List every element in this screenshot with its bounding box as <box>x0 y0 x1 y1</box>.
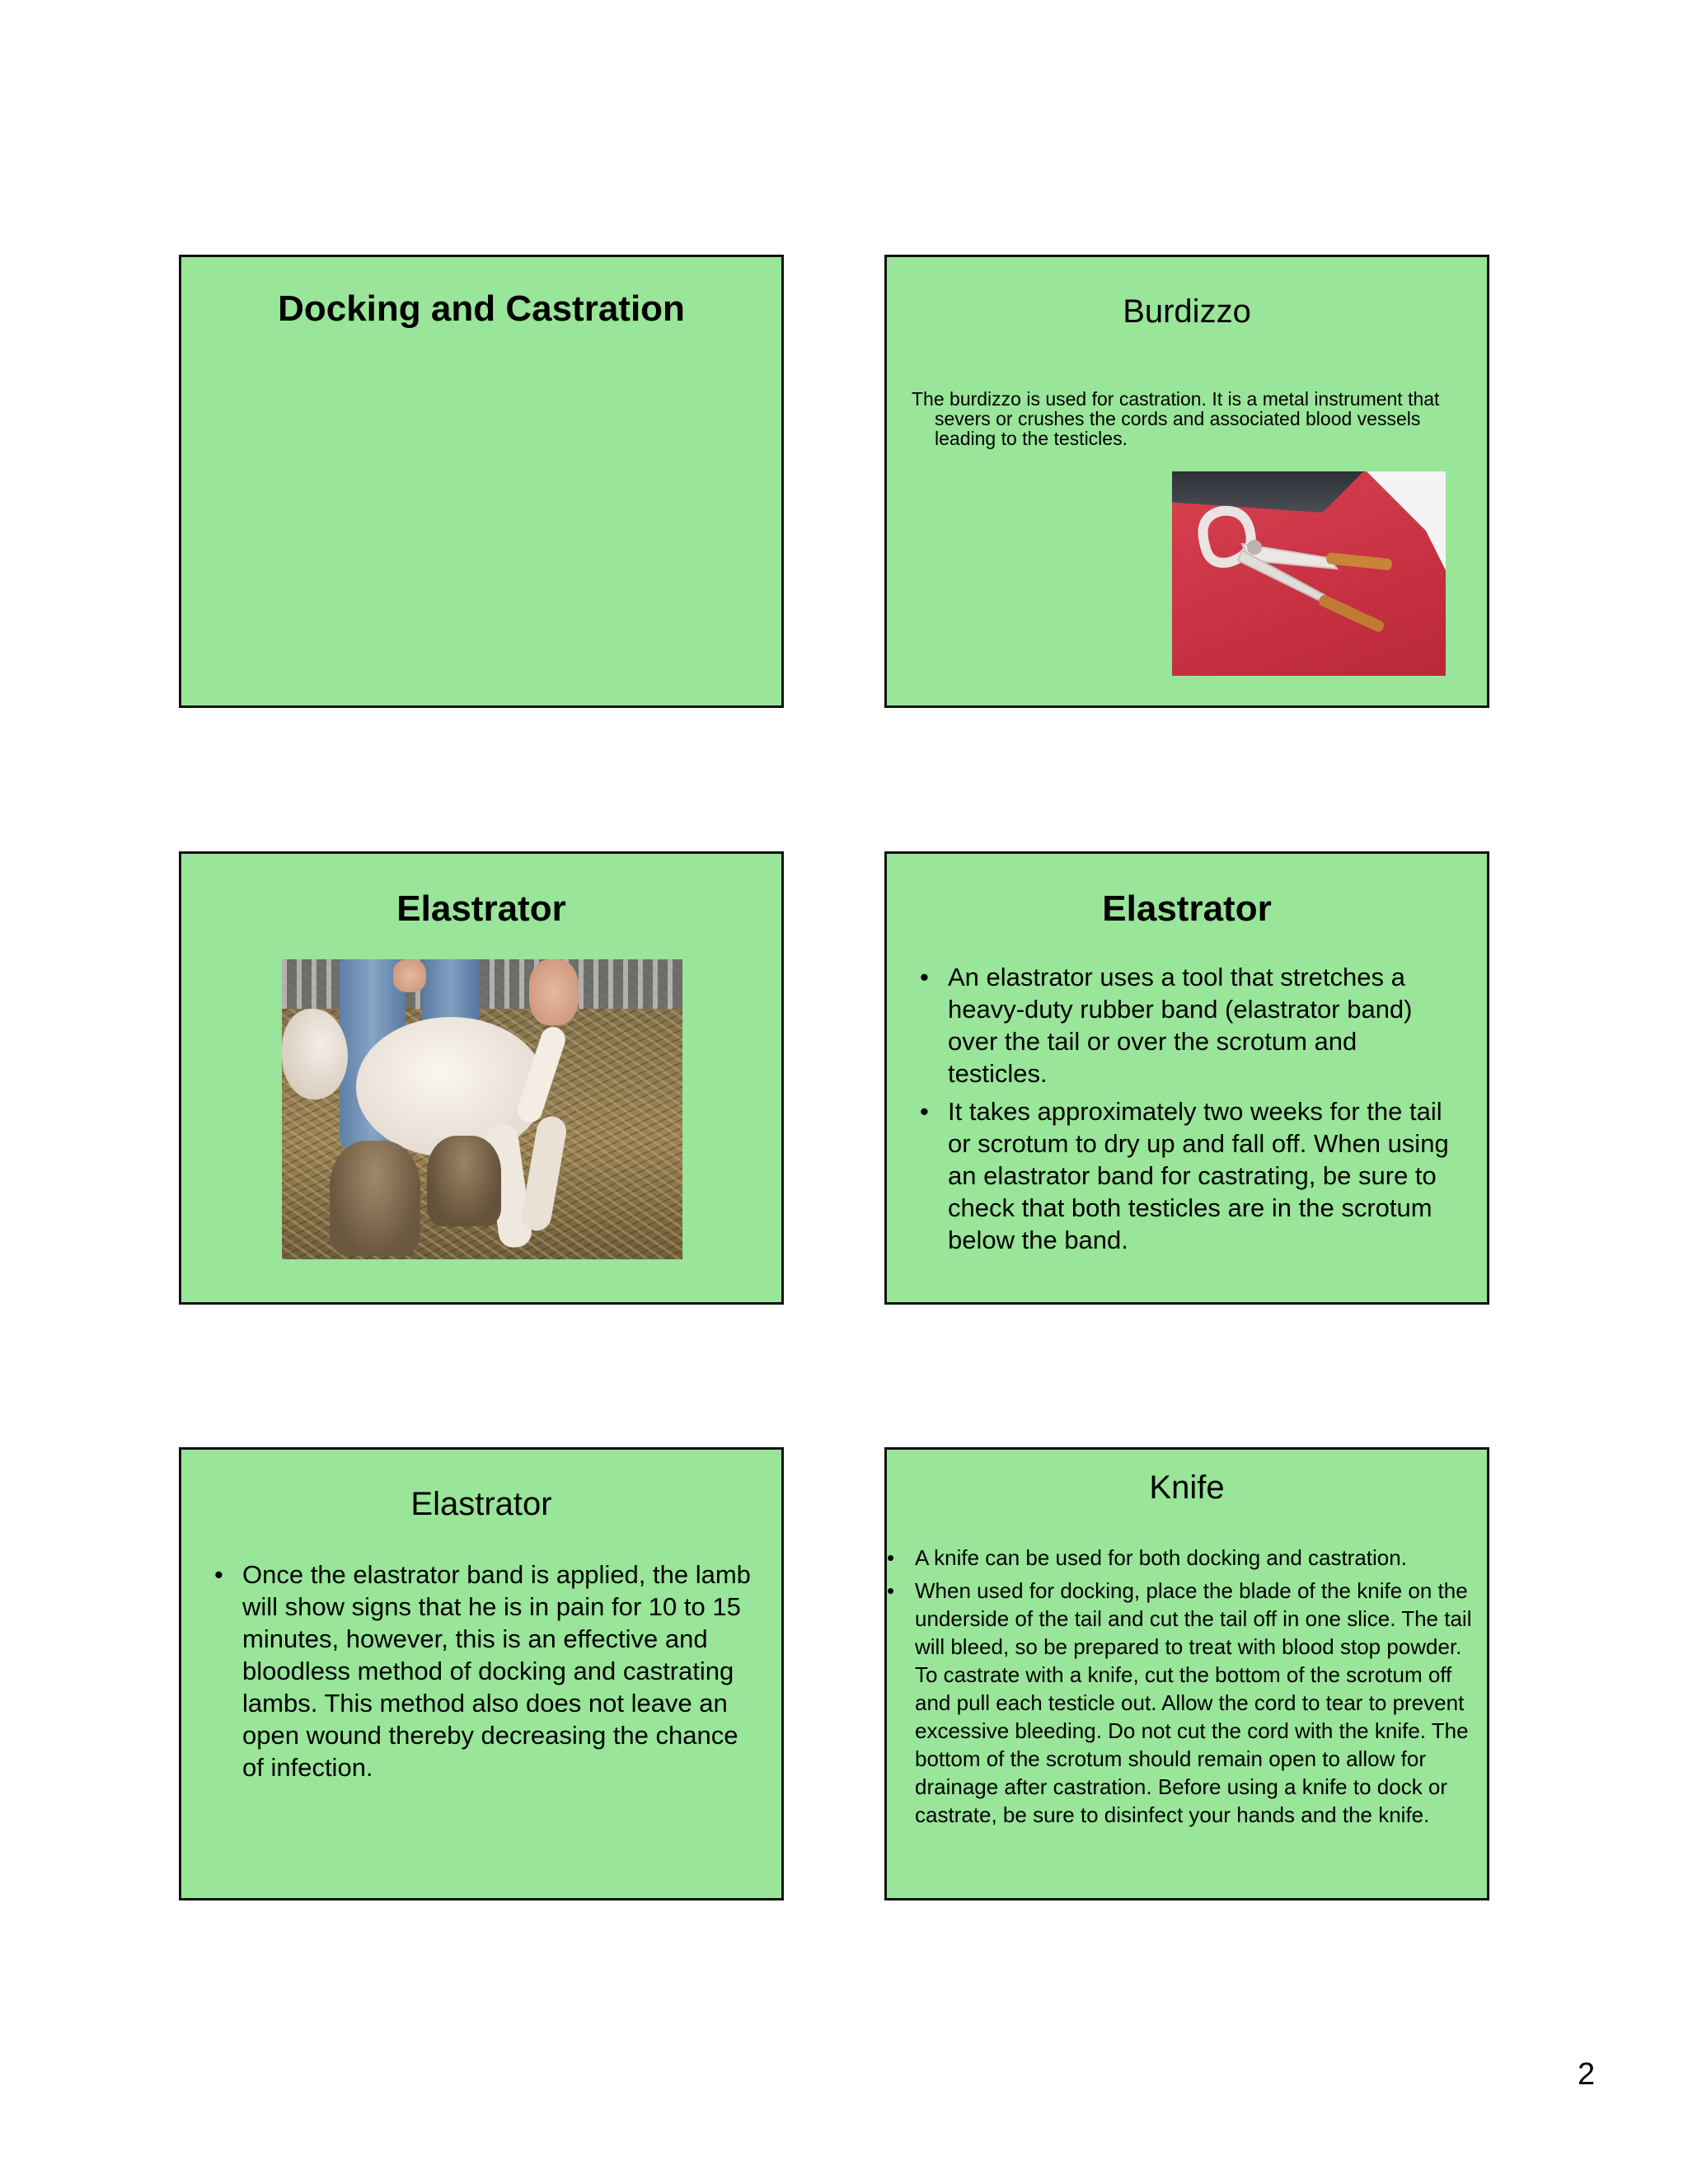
bullet-icon: • <box>214 1560 223 1589</box>
list-item <box>920 1095 1462 1256</box>
slide-elastrator-effects <box>179 1447 784 1900</box>
slide-title: Elastrator <box>410 1486 552 1522</box>
list-item <box>214 1558 757 1783</box>
bullet-text: An elastrator uses a tool that stretches a heavy-duty rubber band (elastrator band) over the tail or over the scrotum and testicles. <box>948 963 1413 1088</box>
slide-title: Elastrator <box>396 888 566 929</box>
bullet-icon: • <box>920 963 929 991</box>
list-item <box>887 1544 1485 1572</box>
slide-title: Docking and Castration <box>278 288 685 329</box>
slide-title: Knife <box>1149 1469 1225 1506</box>
bullet-text: Once the elastrator band is applied, the lamb will show signs that he is in pain for 10 to 15 minutes, however, this is an effective and bloodless method of docking and castrating lambs. This method also does not leave an open wound thereby decreasing the chance of infection. <box>242 1560 751 1782</box>
slide-title: Elastrator <box>1102 888 1272 929</box>
bullet-list <box>214 1558 757 1783</box>
slide-knife <box>884 1447 1489 1900</box>
bullet-text: When used for docking, place the blade of the knife on the underside of the tail and cut the tail off in one slice. The tail will bleed, so be prepared to treat with blood stop powder. To castrate with a knife, cut the bottom of the scrotum off and pull each testicle out. Allow the cord to tear to prevent excessive bleeding. Do not cut the cord with the knife. The bottom of the scrotum should remain open to allow for drainage after castration. Before using a knife to dock or castrate, be sure to disinfect your hands and the knife. <box>915 1578 1472 1827</box>
bullet-list <box>920 961 1462 1262</box>
slide-burdizzo <box>884 255 1489 708</box>
lamb-elastrator-photo <box>282 959 682 1259</box>
page-number: 2 <box>1578 2057 1596 2092</box>
slide-title: Burdizzo <box>1123 293 1251 330</box>
slide-docking-and-castration <box>179 255 784 708</box>
burdizzo-description: The burdizzo is used for castration. It is a metal instrument that severs or crushes the cords and associated blood vessels leading to the testicles. <box>912 388 1440 449</box>
slide-elastrator-description <box>884 851 1489 1305</box>
bullet-text: A knife can be used for both docking and castration. <box>915 1545 1407 1570</box>
list-item <box>887 1577 1485 1829</box>
burdizzo-photo <box>1172 471 1446 676</box>
bullet-text: It takes approximately two weeks for the tail or scrotum to dry up and fall off. When using an elastrator band for castrating, be sure to check that both testicles are in the scrotum below the band. <box>948 1097 1449 1254</box>
burdizzo-tool-image <box>1203 511 1393 634</box>
bullet-icon: • <box>887 1578 895 1603</box>
slide-elastrator-photo <box>179 851 784 1305</box>
bullet-icon: • <box>887 1545 895 1570</box>
bullet-icon: • <box>920 1097 929 1126</box>
bullet-list <box>887 1544 1485 1834</box>
list-item <box>920 961 1462 1090</box>
